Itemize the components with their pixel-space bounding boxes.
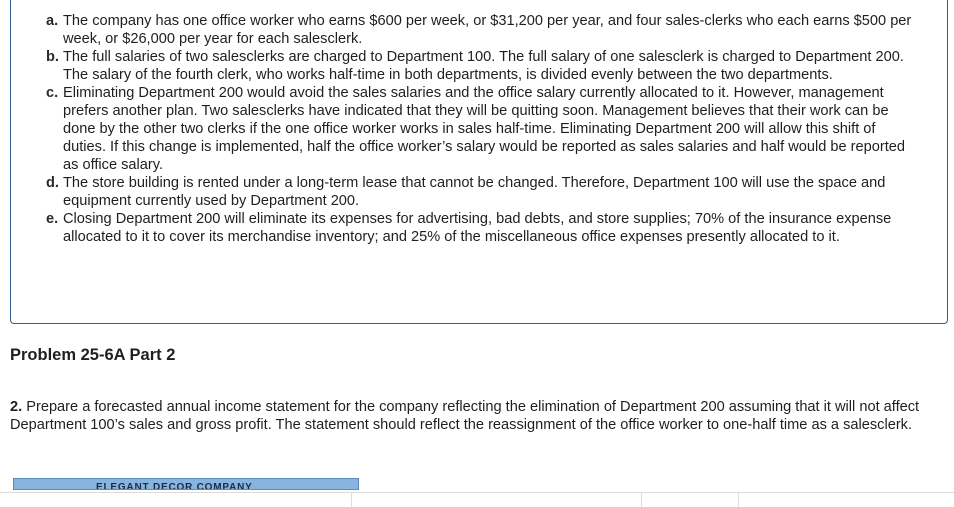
- item-letter: b.: [46, 49, 59, 65]
- company-name: ELEGANT DECOR COMPANY: [96, 482, 253, 490]
- column-divider: [738, 493, 739, 507]
- question-number: 2.: [10, 399, 23, 415]
- question-body: Prepare a forecasted annual income statement for the company reflecting the elimination of Department 200 assuming that it will not affect Department 100’s sales and gross profit. The statement should reflect the reassignment of the office worker to one-half time as a salesclerk.: [10, 399, 920, 433]
- item-text: The store building is rented under a long-term lease that cannot be changed. Therefore, Department 100 will use the space and equipment currently used by Department 200.: [63, 175, 886, 209]
- item-text: Eliminating Department 200 would avoid the sales salaries and the office salary currently allocated to it. However, management prefers another plan. Two salesclerks have indicated that they will be quitting soon. Management believes that their work can be done by the other two clerks if the one office worker works in sales half-time. Eliminating Department 200 will allow this shift of duties. If this change is implemented, half the office worker’s salary would be reported as sales salaries and half would be reported as office salary.: [63, 85, 906, 173]
- item-letter: c.: [46, 85, 59, 101]
- list-item: [46, 174, 916, 210]
- instructions-list: [46, 12, 916, 246]
- item-text: The company has one office worker who earns $600 per week, or $31,200 per year, and four sales-clerks who each earns $500 per week, or $26,000 per year for each salesclerk.: [63, 13, 912, 47]
- question-text: [10, 398, 946, 434]
- column-divider: [351, 493, 352, 507]
- item-letter: a.: [46, 13, 59, 29]
- table-top-border: [0, 492, 954, 493]
- column-divider: [641, 493, 642, 507]
- item-text: Closing Department 200 will eliminate its expenses for advertising, bad debts, and store supplies; 70% of the insurance expense allocated to it to cover its merchandise inventory; and 25% of the miscellaneous office expenses presently allocated to it.: [63, 211, 892, 245]
- list-item: [46, 210, 916, 246]
- item-letter: e.: [46, 211, 59, 227]
- list-item: [46, 12, 916, 48]
- item-letter: d.: [46, 175, 59, 191]
- income-statement-header: [13, 478, 359, 490]
- list-item: [46, 84, 916, 174]
- item-text: The full salaries of two salesclerks are charged to Department 100. The full salary of one salesclerk is charged to Department 200. The salary of the fourth clerk, who works half-time in both departments, is divided evenly between the two departments.: [63, 49, 904, 83]
- section-title: Problem 25-6A Part 2: [10, 346, 176, 364]
- list-item: [46, 48, 916, 84]
